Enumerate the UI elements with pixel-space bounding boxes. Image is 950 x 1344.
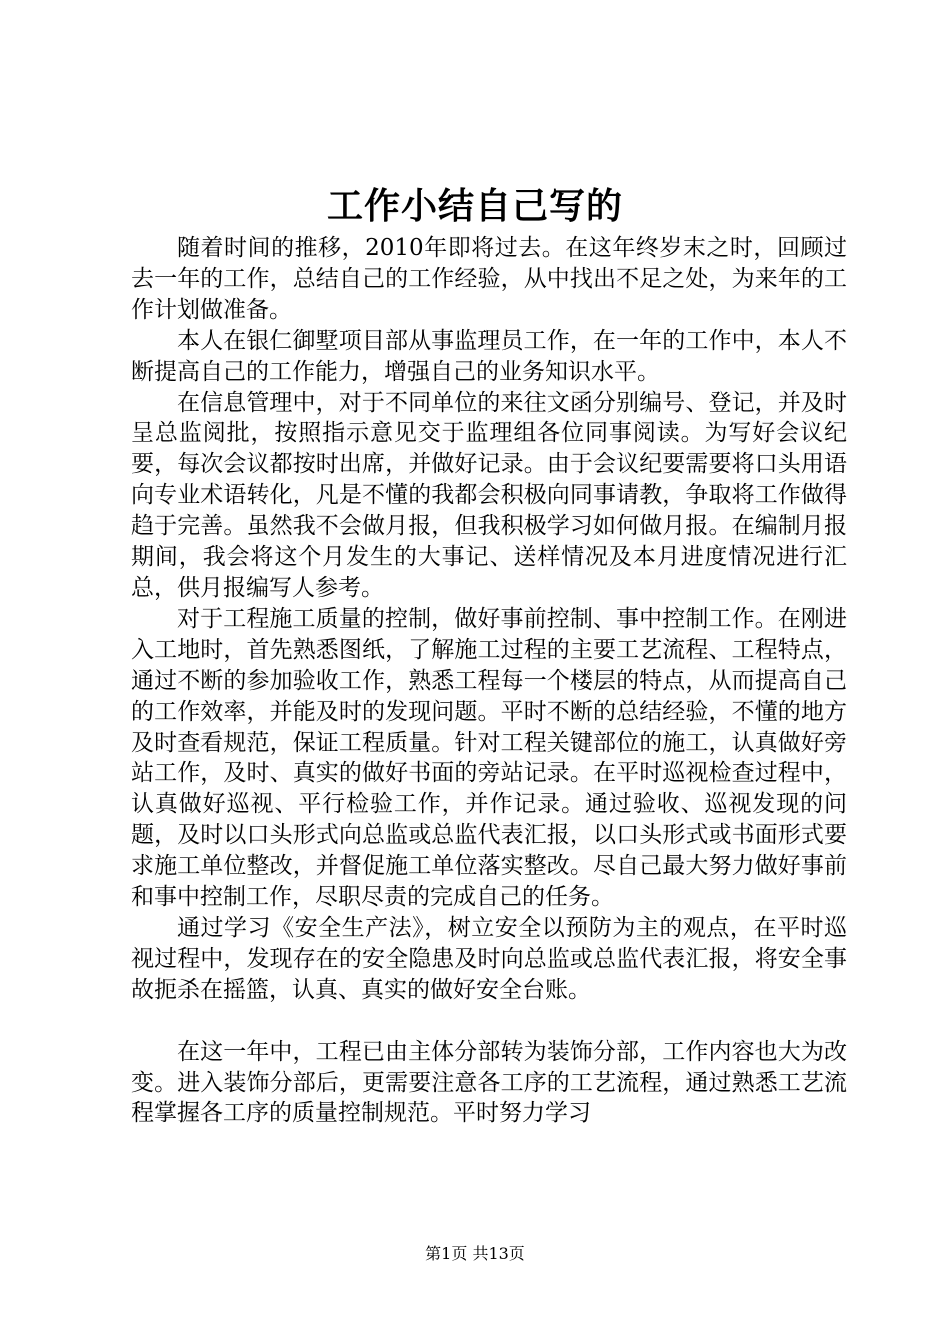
document-title: 工作小结自己写的 bbox=[326, 185, 623, 227]
paragraph: 对于工程施工质量的控制，做好事前控制、事中控制工作。在刚进入工地时，首先熟悉图纸，了解施工过程的主要工艺流程、工程特点，通过不断的参加验收工作，熟悉工程每一个楼层的特点，从而提高自己的工作效率，并能及时的发现问题。平时不断的总结经验，不懂的地方及时查看规范，保证工程质量。针对工程关键部位的施工，认真做好旁站工作，及时、真实的做好书面的旁站记录。在平时巡视检查过程中，认真做好巡视、平行检验工作，并作记录。通过验收、巡视发现的问题，及时以口头形式向总监或总监代表汇报，以口头形式或书面形式要求施工单位整改，并督促施工单位落实整改。尽自己最大努力做好事前和事中控制工作，尽职尽责的完成自己的任务。 bbox=[131, 605, 847, 911]
page-number: 第1页 共13页 bbox=[425, 1244, 525, 1263]
paragraph: 通过学习《安全生产法》，树立安全以预防为主的观点，在平时巡视过程中，发现存在的安全隐患及时向总监或总监代表汇报，将安全事故扼杀在摇篮，认真、真实的做好安全台账。 bbox=[131, 914, 847, 1003]
paragraph: 随着时间的推移，2010年即将过去。在这年终岁末之时，回顾过去一年的工作，总结自己的工作经验，从中找出不足之处，为来年的工作计划做准备。 bbox=[131, 235, 847, 323]
paragraph: 本人在银仁御墅项目部从事监理员工作，在一年的工作中，本人不断提高自己的工作能力，增强自己的业务知识水平。 bbox=[131, 327, 847, 385]
paragraph: 在信息管理中，对于不同单位的来往文函分别编号、登记，并及时呈总监阅批，按照指示意见交于监理组各位同事阅读。为写好会议纪要，每次会议都按时出席，并做好记录。由于会议纪要需要将口头用语向专业术语转化，凡是不懂的我都会积极向同事请教，争取将工作做得趋于完善。虽然我不会做月报，但我积极学习如何做月报。在编制月报期间，我会将这个月发生的大事记、送样情况及本月进度情况进行汇总，供月报编写人参考。 bbox=[131, 389, 847, 601]
paragraph: 在这一年中，工程已由主体分部转为装饰分部，工作内容也大为改变。进入装饰分部后，更需要注意各工序的工艺流程，通过熟悉工艺流程掌握各工序的质量控制规范。平时努力学习 bbox=[131, 1038, 847, 1127]
document-body bbox=[131, 233, 847, 1129]
